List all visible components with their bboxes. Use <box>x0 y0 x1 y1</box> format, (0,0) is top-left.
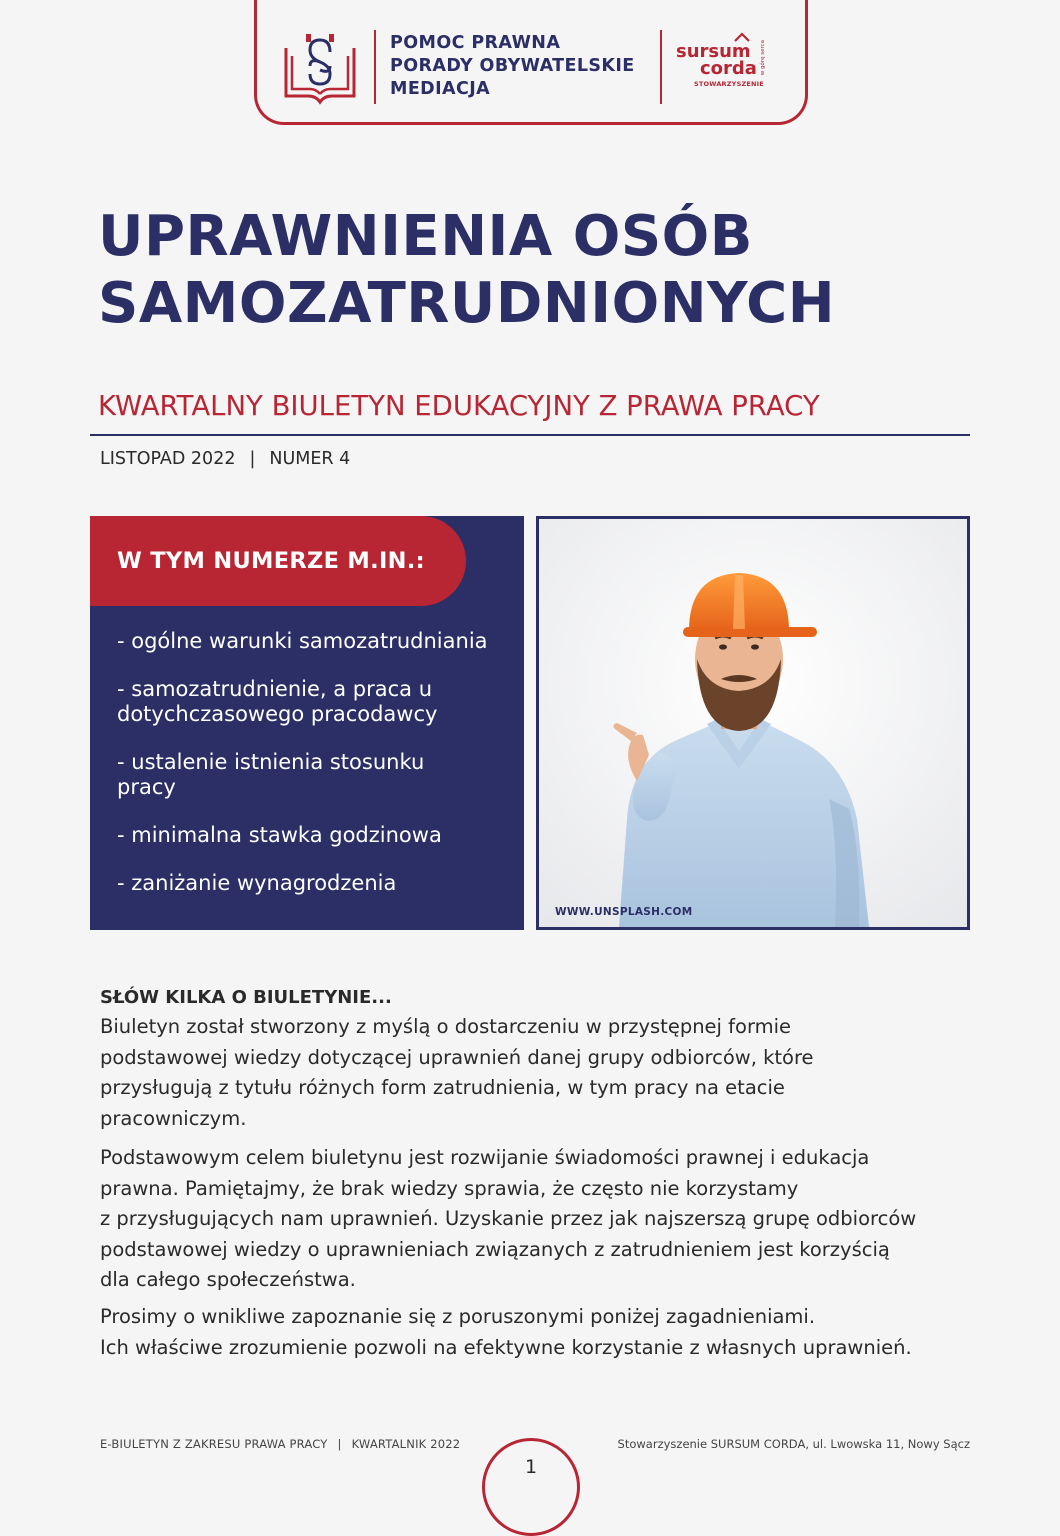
org-line: PORADY OBYWATELSKIE <box>390 56 635 76</box>
title-rule <box>90 434 970 436</box>
photo-credit: WWW.UNSPLASH.COM <box>555 906 693 918</box>
partner-logo-word: sursum <box>676 41 751 62</box>
in-this-issue-heading-banner <box>90 516 466 606</box>
header-divider <box>660 30 662 104</box>
paragraph-line: podstawowej wiedzy dotyczącej uprawnień danej grupy odbiorców, które <box>100 1045 814 1069</box>
page-number-tab <box>482 1438 580 1536</box>
topic-item: - minimalna stawka godzinowa <box>117 823 442 847</box>
paragraph-line: dla całego społeczeństwa. <box>100 1268 356 1291</box>
header-divider <box>374 30 376 104</box>
law-paragraph-logo-icon <box>280 26 360 106</box>
paragraph-line: podstawowej wiedzy o uprawnieniach związanych z zatrudnieniem jest korzyścią <box>100 1237 890 1261</box>
partner-logo-subtitle: STOWARZYSZENIE <box>694 80 764 88</box>
in-this-issue-heading: W TYM NUMERZE M.IN.: <box>117 548 425 574</box>
organization-name <box>390 32 635 101</box>
footer-bulletin-label: E-BIULETYN Z ZAKRESU PRAWA PRACY <box>100 1437 328 1451</box>
about-paragraph <box>100 1012 980 1134</box>
subtitle: KWARTALNY BIULETYN EDUKACYJNY Z PRAWA PRACY <box>98 390 820 422</box>
org-line: MEDIACJA <box>390 79 491 99</box>
about-paragraph <box>100 1302 980 1363</box>
paragraph-line: Podstawowym celem biuletynu jest rozwijanie świadomości prawnej i edukacja <box>100 1146 870 1169</box>
footer-left <box>100 1437 460 1451</box>
org-line: POMOC PRAWNA <box>390 33 561 53</box>
roof-icon <box>734 32 750 42</box>
about-paragraph <box>100 1143 980 1296</box>
worker-photo-illustration <box>539 519 967 927</box>
topic-item: - samozatrudnienie, a praca u dotychczasowego pracodawcy <box>117 677 438 726</box>
title-line: UPRAWNIENIA OSÓB <box>98 204 753 269</box>
page-number: 1 <box>524 1456 538 1478</box>
topic-item: - ogólne warunki samozatrudniania <box>117 629 488 653</box>
issue-date: LISTOPAD 2022 <box>100 449 236 469</box>
topic-item: - ustalenie istnienia stosunku pracy <box>117 750 425 799</box>
paragraph-line: Prosimy o wnikliwe zapoznanie się z poruszonymi poniżej zagadnieniami. <box>100 1305 816 1328</box>
topic-item: - zaniżanie wynagrodzenia <box>117 871 397 895</box>
partner-logo-word: corda <box>700 58 757 79</box>
partner-logo-tagline: w górę serca <box>760 40 766 76</box>
topics-list <box>117 629 517 919</box>
title-line: SAMOZATRUDNIONYCH <box>98 271 836 336</box>
paragraph-line: pracowniczym. <box>100 1106 247 1130</box>
about-heading: SŁÓW KILKA O BIULETYNIE... <box>100 987 392 1008</box>
issue-separator: | <box>249 449 256 469</box>
paragraph-line: Ich właściwe zrozumienie pozwoli na efektywne korzystanie z własnych uprawnień. <box>100 1335 912 1359</box>
cover-photo <box>536 516 970 930</box>
paragraph-line: Biuletyn został stworzony z myślą o dostarczeniu w przystępnej formie <box>100 1015 792 1038</box>
footer-address: Stowarzyszenie SURSUM CORDA, ul. Lwowska 11, Nowy Sącz <box>617 1437 970 1451</box>
paragraph-line: z przysługujących nam uprawnień. Uzyskanie przez jak najszerszą grupę odbiorców <box>100 1207 917 1230</box>
footer-separator: | <box>337 1437 342 1451</box>
issue-info <box>100 449 350 469</box>
page-title <box>98 203 835 337</box>
issue-number: NUMER 4 <box>269 449 351 469</box>
footer-quarterly-label: KWARTALNIK 2022 <box>351 1437 461 1451</box>
paragraph-line: przysługują z tytułu różnych form zatrudnienia, w tym pracy na etacie <box>100 1076 785 1099</box>
paragraph-line: prawna. Pamiętajmy, że brak wiedzy sprawia, że często nie korzystamy <box>100 1176 799 1200</box>
